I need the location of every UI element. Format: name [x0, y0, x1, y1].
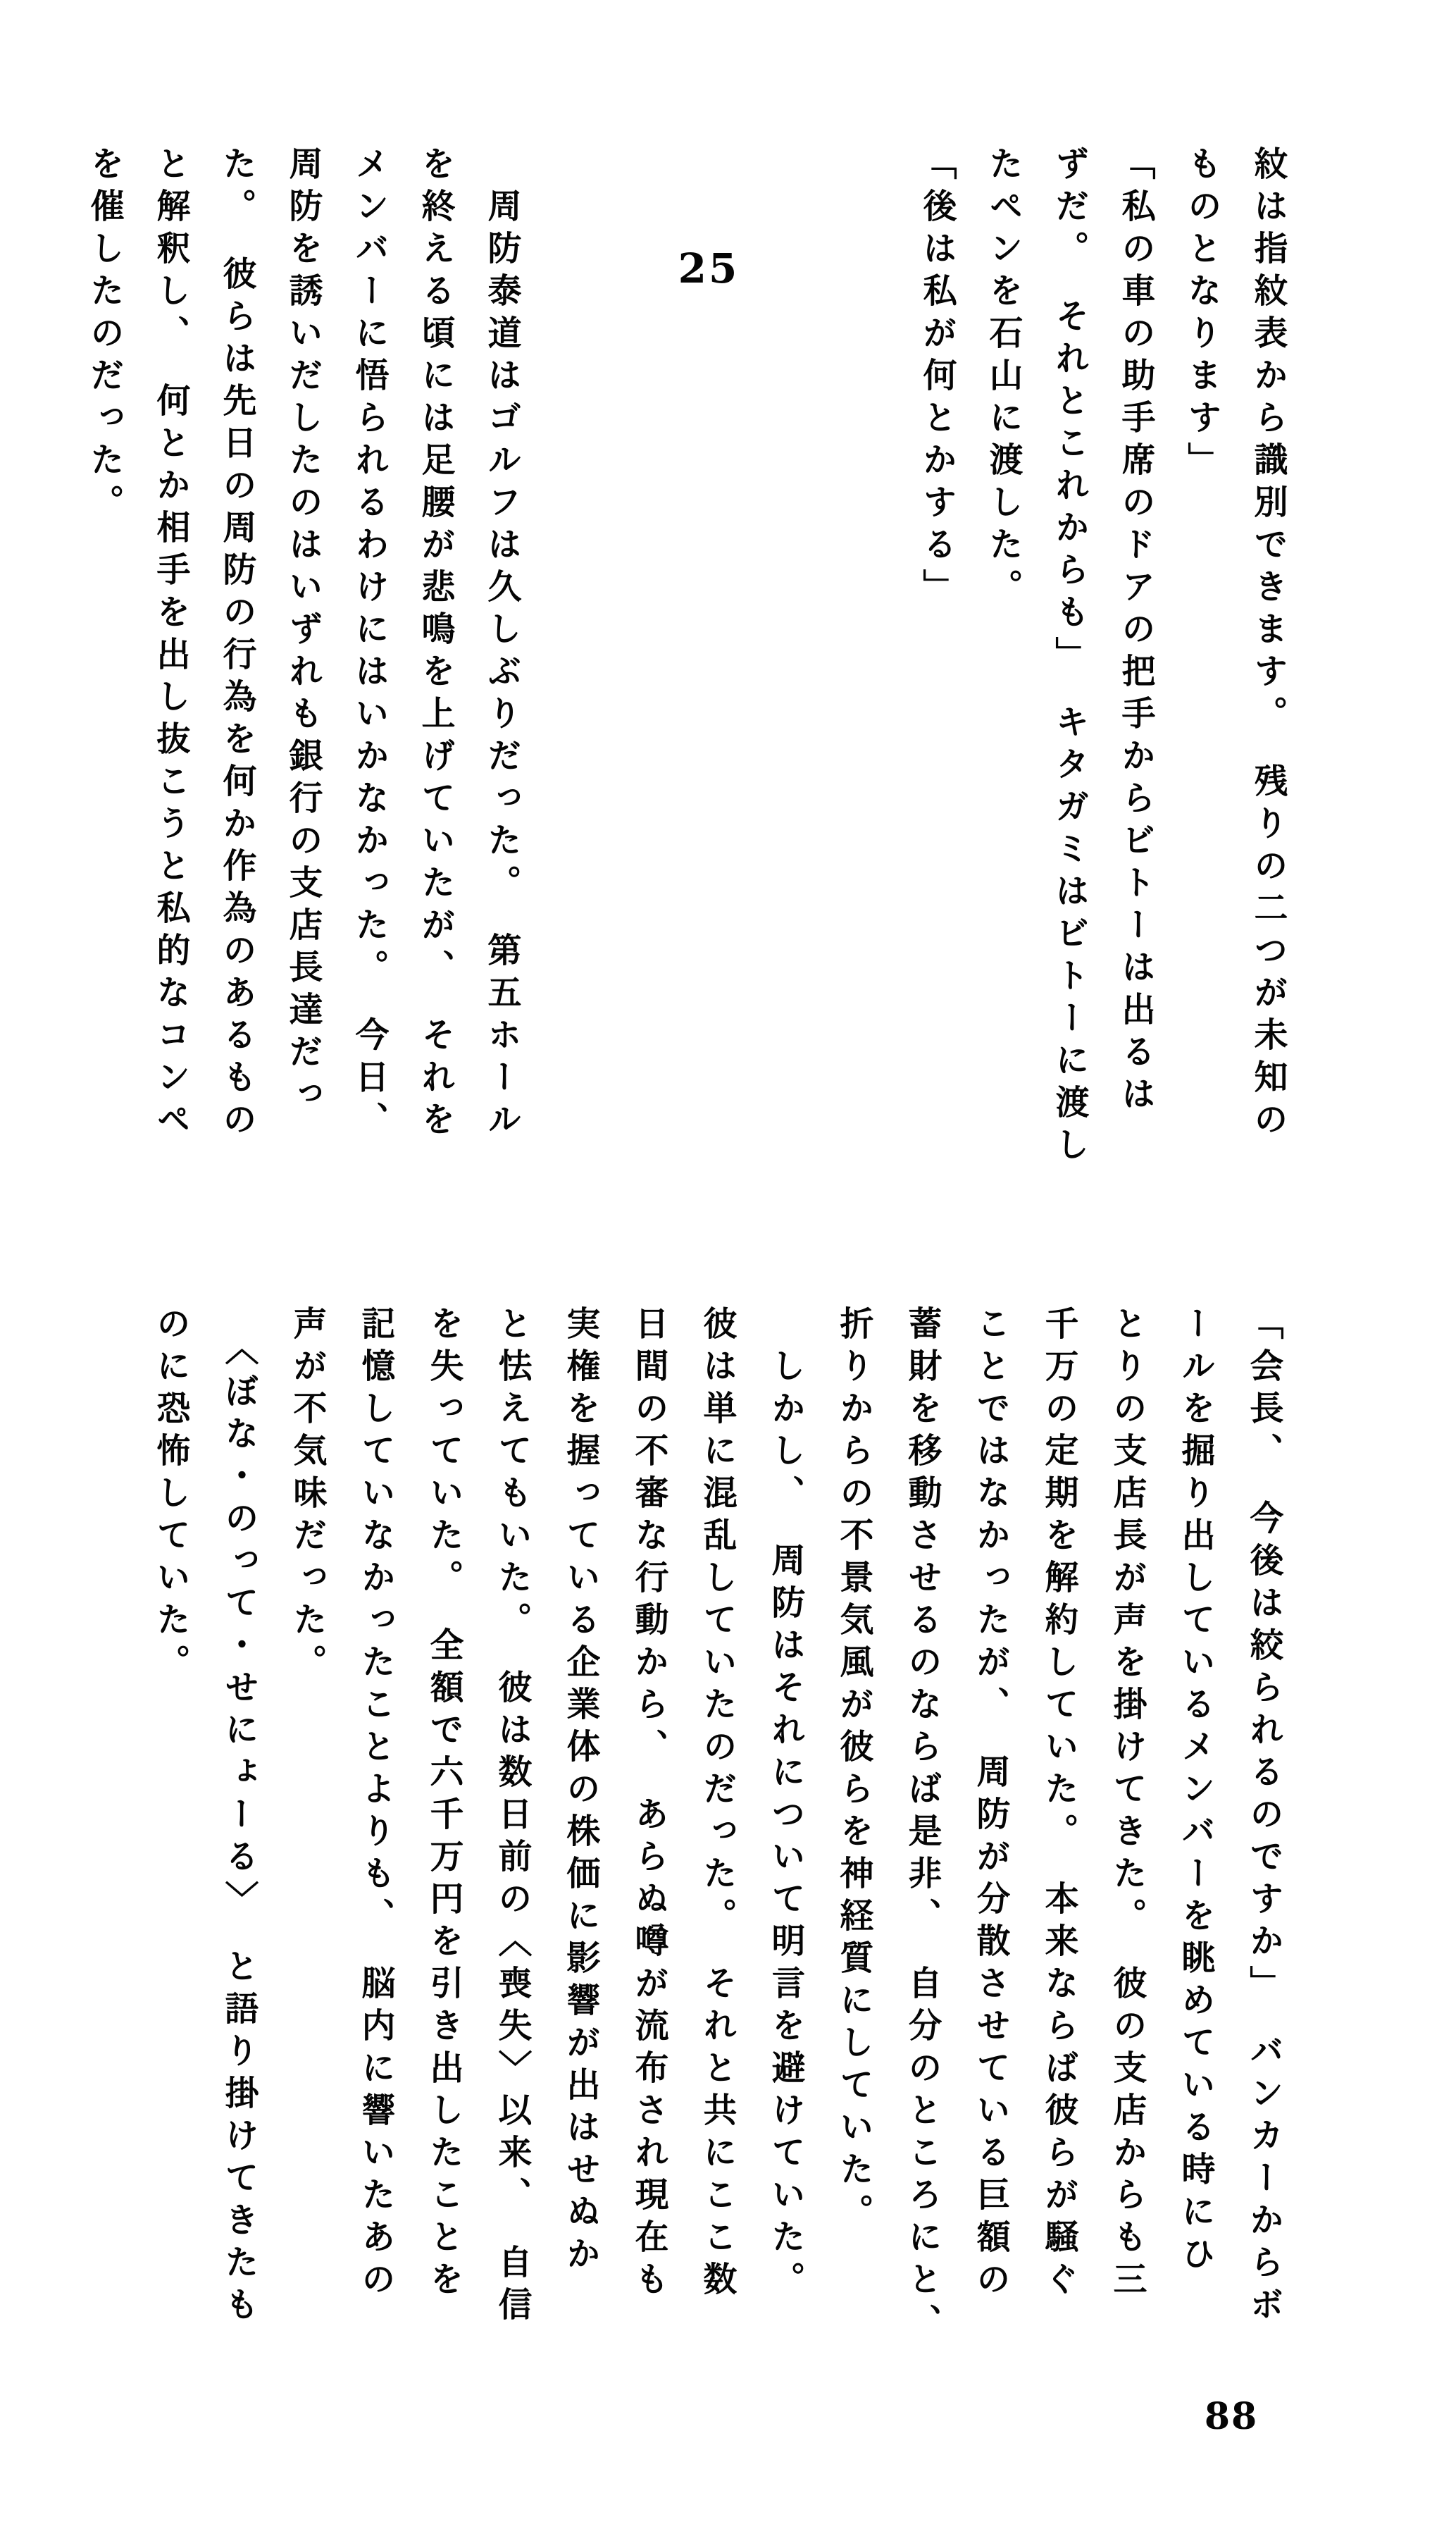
- text-column: のに恐怖していた。: [151, 1306, 190, 1686]
- text-column: 声が不気味だった。: [287, 1306, 327, 1686]
- text-column: 周防を誘いだしたのはいずれも銀行の支店長達だっ: [283, 146, 323, 1118]
- text-column: 記憶していなかったことよりも、 脳内に響いたあの: [356, 1306, 395, 2303]
- text-column: 「会長、 今後は絞られるのですか」 バンカーからボ: [1244, 1306, 1283, 2329]
- text-column: しかし、 周防はそれについて明言を避けていた。: [766, 1306, 805, 2303]
- paragraph-block-top-right: [904, 146, 1301, 1235]
- text-column: 〈ぼな・のって・せにょーる〉 と語り掛けてきたも: [219, 1306, 259, 2329]
- text-column: とりの支店長が声を掛けてきた。 彼の支店からも三: [1107, 1306, 1147, 2303]
- text-column: た。 彼らは先日の周防の行為を何か作為のあるもの: [217, 146, 256, 1144]
- text-column: 日間の不審な行動から、 あらぬ噂が流布され現在も: [629, 1306, 668, 2303]
- text-column: 実権を握っている企業体の株価に影響が出はせぬか: [561, 1306, 600, 2278]
- text-column: を催したのだった。: [85, 146, 124, 526]
- page-number: 88: [1204, 2395, 1259, 2438]
- text-column: ものとなります」: [1182, 146, 1221, 484]
- text-column: 「私の車の助手席のドアの把手からビトーは出るは: [1116, 146, 1155, 1118]
- text-column: 「後は私が何とかする」: [917, 146, 957, 611]
- text-column: ールを掘り出しているメンバーを眺めている時にひ: [1176, 1306, 1215, 2278]
- text-column: メンバーに悟られるわけにはいかなかった。 今日、: [349, 146, 389, 1144]
- text-column: を終える頃には足腰が悲鳴を上げていたが、 それを: [416, 146, 455, 1144]
- chapter-number: 25: [678, 245, 740, 292]
- paragraph-block-bottom: [136, 1306, 1298, 2387]
- text-column: 周防泰道はゴルフは久しぶりだった。 第五ホール: [482, 146, 521, 1144]
- text-column: 彼は単に混乱していたのだった。 それと共にここ数: [697, 1306, 737, 2303]
- text-column: と怯えてもいた。 彼は数日前の〈喪失〉以来、 自信: [492, 1306, 532, 2329]
- text-column: 千万の定期を解約していた。 本来ならば彼らが騒ぐ: [1039, 1306, 1078, 2303]
- text-column: 折りからの不景気風が彼らを神経質にしていた。: [834, 1306, 873, 2236]
- text-column: を失っていた。 全額で六千万円を引き出したことを: [424, 1306, 463, 2303]
- text-column: ずだ。 それとこれからも」 キタガミはビトーに渡し: [1050, 146, 1089, 1169]
- text-column: と解釈し、 何とか相手を出し抜こうと私的なコンペ: [151, 146, 190, 1144]
- text-column: 蓄財を移動させるのならば是非、 自分のところにと、: [902, 1306, 942, 2346]
- paragraph-block-top-left: [71, 146, 535, 1235]
- text-column: 紋は指紋表から識別できます。 残りの二つが未知の: [1248, 146, 1288, 1144]
- text-column: たペンを石山に渡した。: [983, 146, 1023, 611]
- text-column: ことではなかったが、 周防が分散させている巨額の: [971, 1306, 1010, 2303]
